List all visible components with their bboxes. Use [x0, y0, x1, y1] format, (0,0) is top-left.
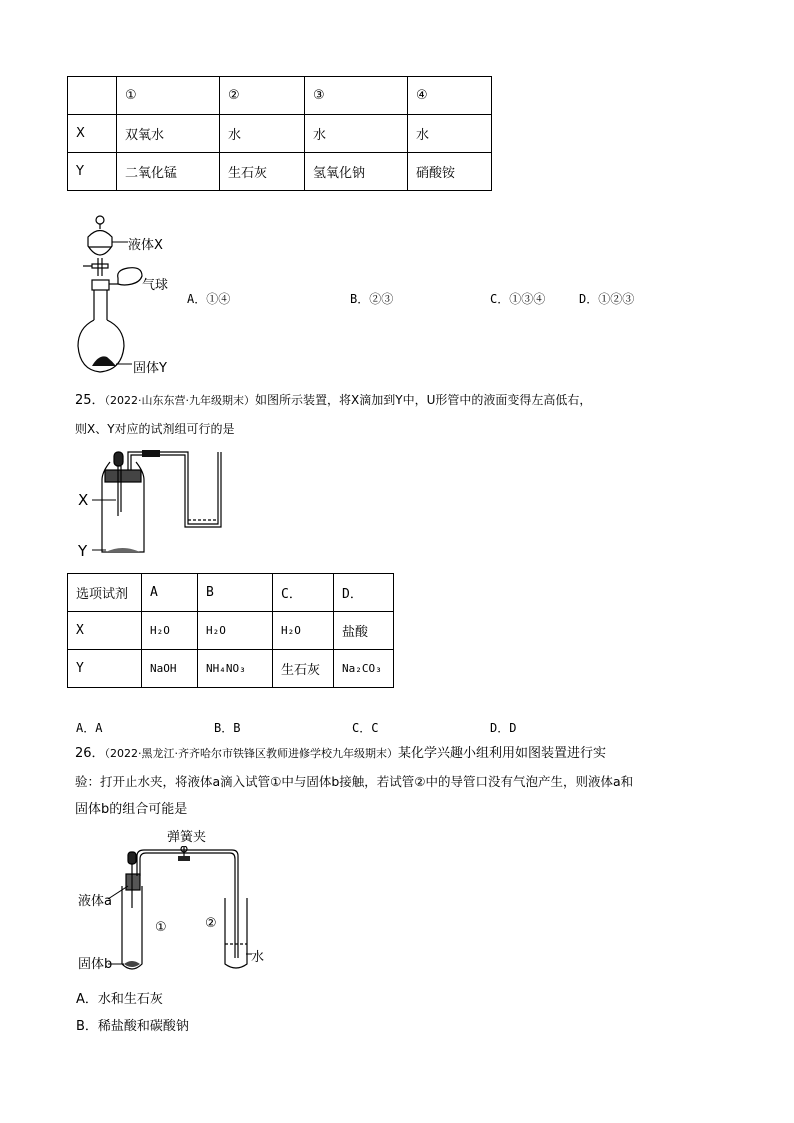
option-a[interactable]: A．A — [76, 721, 103, 735]
table-cell: 水 — [408, 115, 492, 153]
question-source: （2022·山东东营·九年级期末） — [104, 394, 256, 407]
table-header: ② — [220, 77, 305, 115]
question-25-text — [75, 386, 735, 443]
table-cell — [68, 77, 117, 115]
option-b[interactable]: B．B — [214, 721, 241, 735]
option-d[interactable]: D．①②③ — [579, 292, 635, 306]
table-cell: NaOH — [142, 650, 198, 688]
y-label: Y — [78, 542, 88, 560]
reagent-table-1 — [67, 76, 492, 191]
option-c[interactable]: C．①③④ — [490, 292, 546, 306]
question-number: 25． — [75, 393, 105, 408]
option-a[interactable]: A．①④ — [187, 292, 231, 306]
water-label: 水 — [251, 950, 265, 965]
table-cell: NH₄NO₃ — [198, 650, 273, 688]
table-header: ① — [117, 77, 220, 115]
option-c[interactable]: C．C — [352, 721, 379, 735]
table-header: 选项试剂 — [68, 574, 142, 612]
table-header: D． — [334, 574, 394, 612]
option-b[interactable]: B．②③ — [350, 292, 394, 306]
tube-1-label: ① — [155, 920, 167, 935]
table-cell: H₂O — [198, 612, 273, 650]
table-cell: H₂O — [142, 612, 198, 650]
solid-b-label: 固体b — [78, 957, 113, 972]
table-cell: 氢氧化钠 — [305, 153, 408, 191]
liquid-x-label: 液体X — [128, 238, 163, 253]
table-header: C． — [273, 574, 334, 612]
tube-2-label: ② — [205, 916, 217, 931]
u-tube-apparatus-figure — [72, 448, 232, 560]
table-header: B — [198, 574, 273, 612]
table-cell: 盐酸 — [334, 612, 394, 650]
table-cell: 硝酸铵 — [408, 153, 492, 191]
flask-apparatus-figure — [72, 214, 182, 376]
solid-y-label: 固体Y — [133, 361, 167, 376]
balloon-label: 气球 — [142, 278, 169, 293]
table-header: A — [142, 574, 198, 612]
table-cell: Y — [68, 650, 142, 688]
question-stem: 如图所示装置，将X滴加到Y中，U形管中的液面变得左高低右， — [255, 393, 592, 407]
question-source: （2022·黑龙江·齐齐哈尔市铁锋区教师进修学校九年级期末） — [104, 747, 399, 760]
table-cell: 二氧化锰 — [117, 153, 220, 191]
option-a[interactable]: A．水和生石灰 — [76, 992, 163, 1007]
reagent-table-2 — [67, 573, 394, 688]
question-number: 26． — [75, 746, 105, 761]
liquid-a-label: 液体a — [78, 894, 112, 909]
question-stem: 某化学兴趣小组利用如图装置进行实 — [398, 746, 607, 761]
table-cell: 水 — [220, 115, 305, 153]
x-label: X — [78, 491, 89, 509]
table-cell: X — [68, 115, 117, 153]
table-cell: 双氧水 — [117, 115, 220, 153]
table-cell: Na₂CO₃ — [334, 650, 394, 688]
question-26-text — [75, 740, 735, 824]
table-cell: Y — [68, 153, 117, 191]
question-stem: 则X、Y对应的试剂组可行的是 — [75, 422, 235, 436]
table-cell: 生石灰 — [220, 153, 305, 191]
table-cell: 生石灰 — [273, 650, 334, 688]
table-cell: X — [68, 612, 142, 650]
question-stem: 固体b的组合可能是 — [75, 802, 188, 817]
option-d[interactable]: D．D — [490, 721, 517, 735]
table-cell: 水 — [305, 115, 408, 153]
table-header: ③ — [305, 77, 408, 115]
spring-clip-label: 弹簧夹 — [167, 830, 207, 845]
table-cell: H₂O — [273, 612, 334, 650]
option-b[interactable]: B．稀盐酸和碳酸钠 — [76, 1019, 189, 1034]
question-stem: 验：打开止水夹，将液体a滴入试管①中与固体b接触，若试管②中的导管口没有气泡产生，则液体a和 — [75, 774, 634, 789]
table-header: ④ — [408, 77, 492, 115]
